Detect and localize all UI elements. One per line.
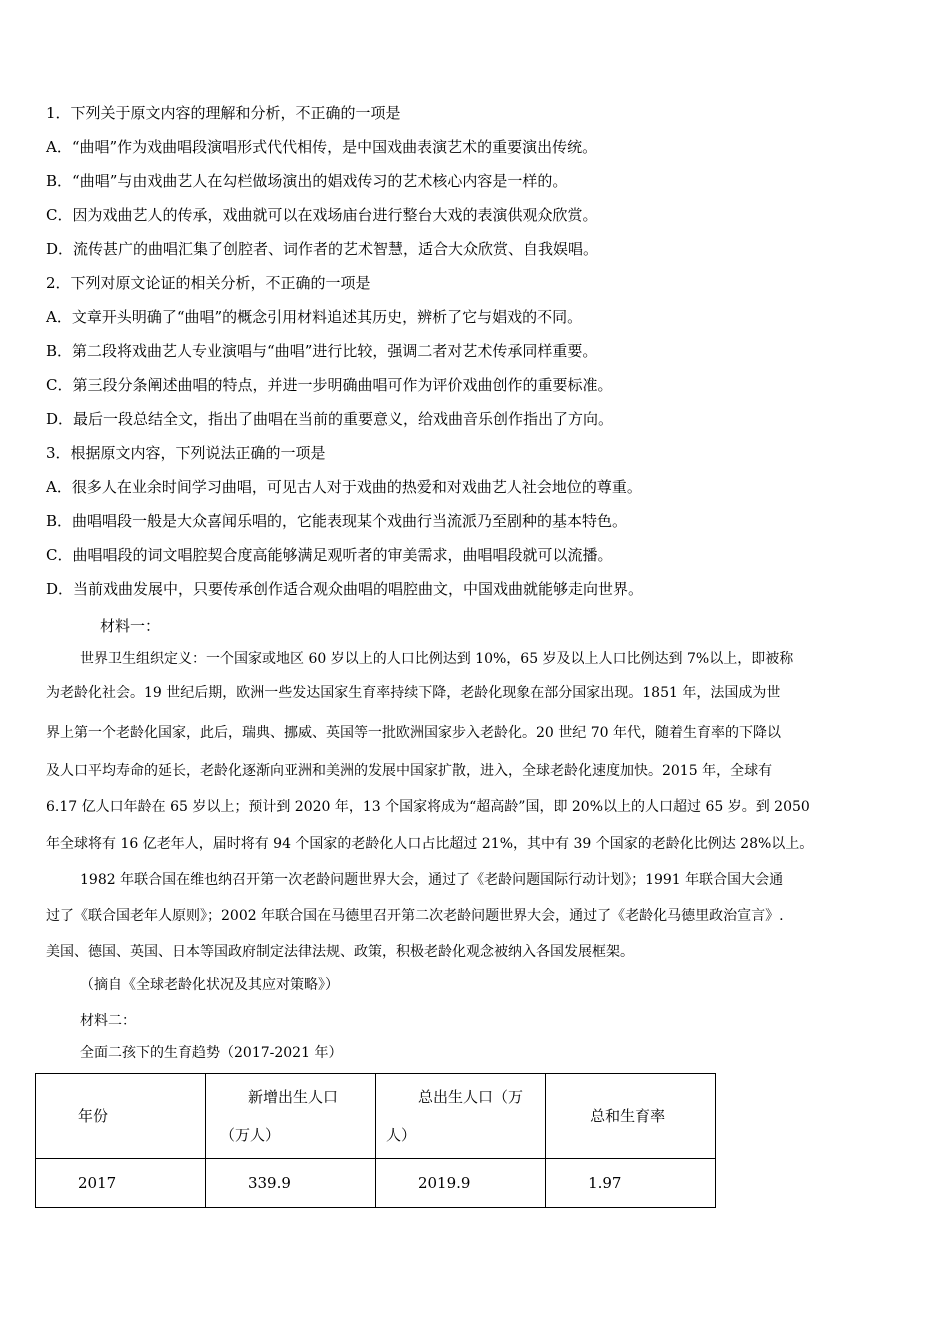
- question-1-stem: 1．下列关于原文内容的理解和分析，不正确的一项是: [46, 104, 401, 122]
- cell-new-births-value: 339.9: [247, 1174, 291, 1192]
- material-1-para-2-line-2: 过了《联合国老年人原则》；2002 年联合国在马德里召开第二次老龄问题世界大会，通过了《老龄化马德里政治宣言》.: [46, 908, 784, 924]
- cell-new-births: [205, 1159, 375, 1208]
- table-header-row: [36, 1074, 716, 1159]
- header-new-births: [205, 1074, 375, 1159]
- header-fertility-label: 总和生育率: [590, 1107, 666, 1125]
- material-1-para-1-line-3: 界上第一个老龄化国家，此后，瑞典、挪威、英国等一批欧洲国家步入老龄化。20 世纪 70 年代，随着生育率的下降以: [46, 725, 781, 741]
- material-1-source: （摘自《全球老龄化状况及其应对策略》）: [80, 977, 339, 993]
- material-1-para-1-line-2: 为老龄化社会。19 世纪后期，欧洲一些发达国家生育率持续下降，老龄化现象在部分国家出现。1851 年，法国成为世: [46, 685, 781, 701]
- material-1-para-1-line-4: 及人口平均寿命的延长，老龄化逐渐向亚洲和美洲的发展中国家扩散，进入，全球老龄化速度加快。2015 年，全球有: [46, 763, 773, 779]
- table-title: 全面二孩下的生育趋势（2017-2021 年）: [80, 1045, 343, 1061]
- header-new-births-line-1: 新增出生人口: [247, 1088, 338, 1106]
- material-2-label: 材料二：: [80, 1013, 136, 1029]
- question-3-option-a: A．很多人在业余时间学习曲唱，可见古人对于戏曲的热爱和对戏曲艺人社会地位的尊重。: [46, 478, 642, 496]
- material-1-label: 材料一：: [100, 617, 161, 635]
- header-new-births-line-2: （万人）: [219, 1126, 280, 1144]
- cell-year: [36, 1159, 206, 1208]
- header-total-births-line-1: 总出生人口（万: [417, 1088, 523, 1106]
- question-2-stem: 2．下列对原文论证的相关分析，不正确的一项是: [46, 274, 371, 292]
- birth-trend-table: [35, 1073, 716, 1208]
- table-row: [36, 1159, 716, 1208]
- question-2-option-c: C．第三段分条阐述曲唱的特点，并进一步明确曲唱可作为评价戏曲创作的重要标准。: [46, 376, 613, 394]
- material-1-para-1-line-1: 世界卫生组织定义：一个国家或地区 60 岁以上的人口比例达到 10%，65 岁及以上人口比例达到 7%以上，即被称: [80, 651, 794, 667]
- cell-year-value: 2017: [78, 1174, 117, 1192]
- header-total-births: [375, 1074, 545, 1159]
- question-3-option-c: C．曲唱唱段的词文唱腔契合度高能够满足观听者的审美需求，曲唱唱段就可以流播。: [46, 546, 613, 564]
- question-2-option-b: B．第二段将戏曲艺人专业演唱与“曲唱”进行比较，强调二者对艺术传承同样重要。: [46, 342, 598, 360]
- cell-fertility-value: 1.97: [588, 1174, 622, 1192]
- cell-total-births-value: 2019.9: [417, 1174, 471, 1192]
- material-1-para-2-line-1: 1982 年联合国在维也纳召开第一次老龄问题世界大会，通过了《老龄问题国际行动计划》；1991 年联合国大会通: [80, 872, 784, 888]
- header-total-births-line-2: 人）: [385, 1126, 416, 1144]
- question-3-option-d: D．当前戏曲发展中，只要传承创作适合观众曲唱的唱腔曲文，中国戏曲就能够走向世界。: [46, 580, 644, 598]
- question-2-option-a: A．文章开头明确了“曲唱”的概念引用材料追述其历史，辨析了它与娼戏的不同。: [46, 308, 583, 326]
- question-3-stem: 3．根据原文内容，下列说法正确的一项是: [46, 444, 326, 462]
- header-year-label: 年份: [78, 1107, 109, 1125]
- cell-total-births: [375, 1159, 545, 1208]
- header-year: [36, 1074, 206, 1159]
- material-1-para-1-line-6: 年全球将有 16 亿老年人，届时将有 94 个国家的老龄化人口占比超过 21%，其中有 39 个国家的老龄化比例达 28%以上。: [46, 836, 814, 852]
- question-1-option-b: B．“曲唱”与由戏曲艺人在勾栏做场演出的娼戏传习的艺术核心内容是一样的。: [46, 172, 568, 190]
- cell-fertility: [546, 1159, 716, 1208]
- question-2-option-d: D．最后一段总结全文，指出了曲唱在当前的重要意义，给戏曲音乐创作指出了方向。: [46, 410, 614, 428]
- question-1-option-a: A．“曲唱”作为戏曲唱段演唱形式代代相传，是中国戏曲表演艺术的重要演出传统。: [46, 138, 598, 156]
- question-1-option-d: D．流传甚广的曲唱汇集了创腔者、词作者的艺术智慧，适合大众欣赏、自我娱唱。: [46, 240, 599, 258]
- material-1-para-2-line-3: 美国、德国、英国、日本等国政府制定法律法规、政策，积极老龄化观念被纳入各国发展框架。: [46, 944, 634, 960]
- header-fertility: [546, 1074, 716, 1159]
- question-1-option-c: C．因为戏曲艺人的传承，戏曲就可以在戏场庙台进行整台大戏的表演供观众欣赏。: [46, 206, 598, 224]
- material-1-para-1-line-5: 6.17 亿人口年龄在 65 岁以上；预计到 2020 年，13 个国家将成为“超高龄”国，即 20%以上的人口超过 65 岁。到 2050: [46, 799, 810, 815]
- question-3-option-b: B．曲唱唱段一般是大众喜闻乐唱的，它能表现某个戏曲行当流派乃至剧种的基本特色。: [46, 512, 628, 530]
